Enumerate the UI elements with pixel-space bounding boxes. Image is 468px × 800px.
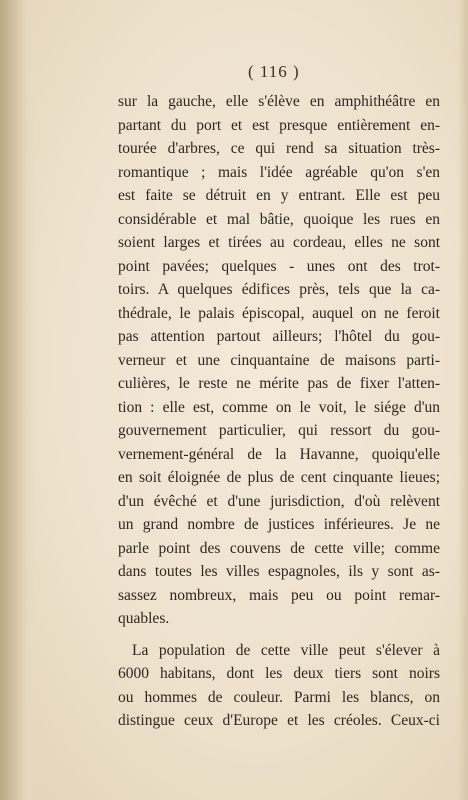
body-text	[118, 90, 440, 733]
text-line: 6000 habitans, dont les deux tiers sont noirs	[118, 665, 440, 682]
text-line: est faite se détruit en y entrant. Elle est peu	[118, 187, 440, 204]
text-line: gouvernement particulier, qui ressort du gou-	[118, 422, 440, 439]
page-number: ( 116 )	[248, 62, 300, 81]
page-gutter-shadow	[0, 0, 36, 800]
text-line: considérable et mal bâtie, quoique les rues en	[118, 210, 440, 228]
text-line: verneur et une cinquantaine de maisons parti-	[118, 351, 440, 369]
text-line: ou hommes de couleur. Parmi les blancs, on	[118, 688, 440, 706]
text-line: pas attention partout ailleurs; l'hôtel du gou-	[118, 328, 440, 345]
text-line: soient larges et tirées au cordeau, elles ne sont	[118, 234, 440, 251]
text-line: en soit éloignée de plus de cent cinquante lieues;	[118, 469, 440, 486]
text-line: quables.	[118, 610, 170, 627]
text-line: thédrale, le palais épiscopal, auquel on ne feroit	[118, 304, 440, 322]
text-line: partant du port et est presque entièrement en-	[118, 116, 440, 134]
text-line: un grand nombre de justices inférieures. Je ne	[118, 516, 440, 533]
text-line: toirs. A quelques édifices près, tels que la ca-	[118, 281, 440, 298]
text-line: tourée d'arbres, ce qui rend sa situation très-	[118, 140, 440, 157]
text-line: La population de cette ville peut s'élever à	[132, 641, 440, 659]
text-line: sassez nombreux, mais peu ou point remar-	[118, 586, 440, 604]
page-edge	[458, 0, 468, 800]
text-line: tion : elle est, comme on le voit, le siége d'un	[118, 398, 440, 416]
text-line: dans toutes les villes espagnoles, ils y sont as-	[118, 563, 440, 580]
text-line: distingue ceux d'Europe et les créoles. Ceux-ci	[118, 712, 440, 729]
paragraph-gap	[118, 631, 440, 639]
text-line: d'un évêché et d'une jurisdiction, d'où relèvent	[118, 492, 440, 510]
text-line: vernement-général de la Havanne, quoiqu'elle	[118, 445, 440, 463]
text-line: romantique ; mais l'idée agréable qu'on s'en	[118, 163, 440, 181]
text-line: sur la gauche, elle s'élève en amphithéâtre en	[118, 93, 440, 110]
text-line: culières, le reste ne mérite pas de fixer l'atten-	[118, 375, 440, 392]
text-line: parle point des couvens de cette ville; comme	[118, 539, 440, 557]
text-line: point pavées; quelques - unes ont des trot-	[118, 257, 440, 275]
